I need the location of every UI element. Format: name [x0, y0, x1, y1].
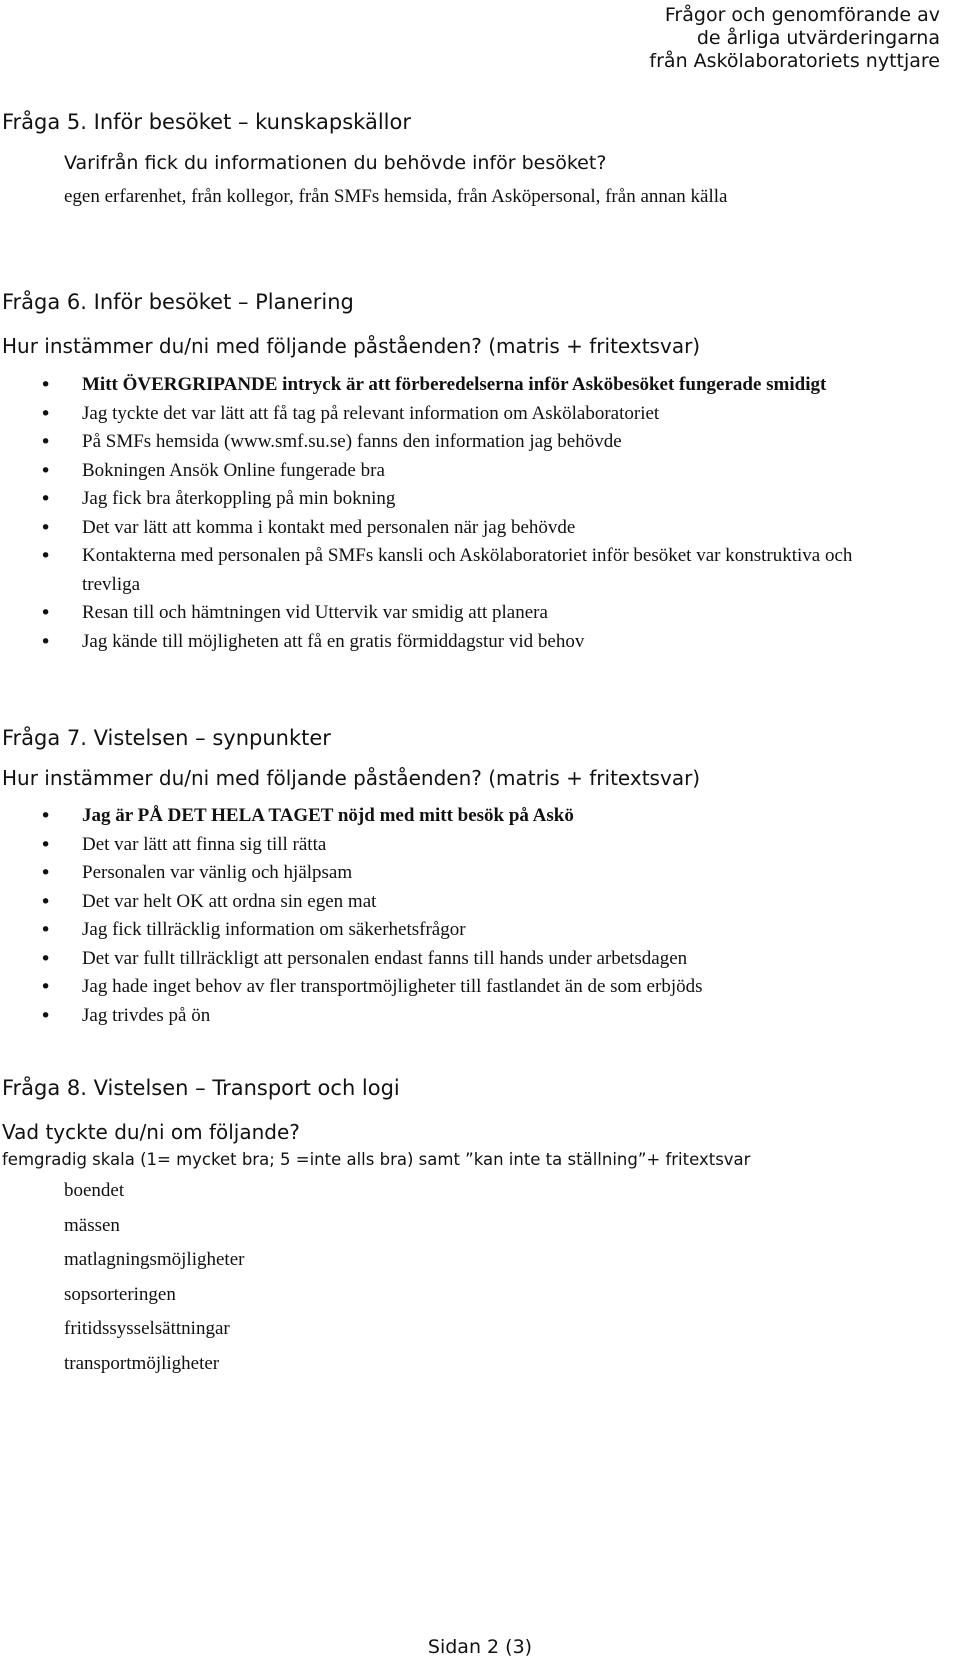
bullet-icon: • [40, 545, 52, 567]
statement-item [36, 485, 866, 514]
topic-item: sopsorteringen [64, 1283, 176, 1305]
bullet-icon: • [40, 374, 52, 396]
statement-text: Jag fick bra återkoppling på min bokning [82, 488, 396, 509]
q8-item-list [64, 1174, 244, 1381]
statement-text: Kontakterna med personalen på SMFs kansli och Askölaboratoriet inför besöket var konstruktiva och trevliga [82, 545, 853, 595]
document-header [649, 4, 940, 73]
bullet-icon: • [40, 488, 52, 510]
q8-scale-description: femgradig skala (1= mycket bra; 5 =inte alls bra) samt ”kan inte ta ställning”+ fritextsvar [2, 1150, 751, 1169]
topic-item: boendet [64, 1180, 125, 1201]
header-line-1: Frågor och genomförande av [664, 4, 940, 26]
q5-answers: egen erfarenhet, från kollegor, från SMFs hemsida, från Asköpersonal, från annan källa [64, 186, 728, 207]
bullet-icon: • [40, 890, 52, 913]
statement-item [36, 916, 866, 945]
bullet-icon: • [40, 805, 52, 827]
q7-statement-list [36, 802, 866, 1030]
statement-text: Jag tyckte det var lätt att få tag på relevant information om Askölaboratoriet [82, 402, 660, 424]
q6-title: Fråga 6. Inför besöket – Planering [2, 290, 354, 314]
topic-item: transportmöjligheter [64, 1352, 220, 1374]
q8-question: Vad tyckte du/ni om följande? [2, 1120, 300, 1144]
statement-text: Jag är PÅ DET HELA TAGET nöjd med mitt besök på Askö [82, 805, 574, 826]
statement-item [36, 859, 866, 888]
bullet-icon: • [40, 1004, 52, 1027]
bullet-icon: • [40, 402, 52, 425]
statement-text: Jag hade inget behov av fler transportmöjligheter till fastlandet än de som erbjöds [82, 976, 703, 997]
statement-text: Det var helt OK att ordna sin egen mat [82, 890, 377, 912]
q6-question: Hur instämmer du/ni med följande påståenden? (matris + fritextsvar) [2, 334, 701, 358]
statement-text: Personalen var vänlig och hjälpsam [82, 862, 353, 883]
statement-item [36, 514, 866, 543]
statement-item [36, 457, 866, 486]
statement-text: Det var lätt att komma i kontakt med personalen när jag behövde [82, 516, 576, 538]
statement-item [36, 831, 866, 860]
header-line-2: de årliga utvärderingarna [696, 27, 940, 49]
bullet-icon: • [40, 431, 52, 453]
bullet-icon: • [40, 862, 52, 884]
statement-item [36, 371, 866, 400]
bullet-icon: • [40, 919, 52, 941]
statement-item [36, 628, 866, 657]
bullet-icon: • [40, 602, 52, 624]
statement-text: Jag trivdes på ön [82, 1004, 211, 1026]
topic-item: matlagningsmöjligheter [64, 1249, 245, 1270]
page-number: Sidan 2 (3) [427, 1636, 533, 1658]
statement-text: Jag kände till möjligheten att få en gratis förmiddagstur vid behov [82, 630, 585, 652]
q6-statement-list [36, 371, 866, 656]
statement-item [36, 542, 866, 599]
q5-title: Fråga 5. Inför besöket – kunskapskällor [2, 110, 411, 134]
bullet-icon: • [40, 833, 52, 856]
q5-question: Varifrån fick du informationen du behövde inför besöket? [64, 152, 607, 174]
statement-text: Det var fullt tillräckligt att personalen endast fanns till hands under arbetsdagen [82, 947, 688, 969]
bullet-icon: • [40, 947, 52, 970]
statement-item [36, 599, 866, 628]
statement-item [36, 802, 866, 831]
q7-title: Fråga 7. Vistelsen – synpunkter [2, 726, 331, 750]
bullet-icon: • [40, 516, 52, 539]
statement-text: Jag fick tillräcklig information om säkerhetsfrågor [82, 919, 466, 940]
statement-item [36, 1002, 866, 1031]
statement-item [36, 428, 866, 457]
topic-item: mässen [64, 1214, 120, 1236]
statement-item [36, 945, 866, 974]
statement-text: Det var lätt att finna sig till rätta [82, 833, 327, 855]
bullet-icon: • [40, 630, 52, 653]
bullet-icon: • [40, 459, 52, 482]
bullet-icon: • [40, 976, 52, 998]
statement-text: Bokningen Ansök Online fungerade bra [82, 459, 385, 481]
q7-question: Hur instämmer du/ni med följande påståenden? (matris + fritextsvar) [2, 766, 701, 790]
statement-text: På SMFs hemsida (www.smf.su.se) fanns den information jag behövde [82, 431, 622, 452]
q8-title: Fråga 8. Vistelsen – Transport och logi [2, 1076, 400, 1100]
header-line-3: från Askölaboratoriets nyttjare [649, 50, 940, 72]
statement-item [36, 888, 866, 917]
statement-text: Mitt ÖVERGRIPANDE intryck är att förberedelserna inför Asköbesöket fungerade smidigt [82, 374, 827, 395]
statement-item [36, 973, 866, 1002]
statement-text: Resan till och hämtningen vid Uttervik var smidig att planera [82, 602, 548, 623]
statement-item [36, 400, 866, 429]
topic-item: fritidssysselsättningar [64, 1318, 230, 1339]
